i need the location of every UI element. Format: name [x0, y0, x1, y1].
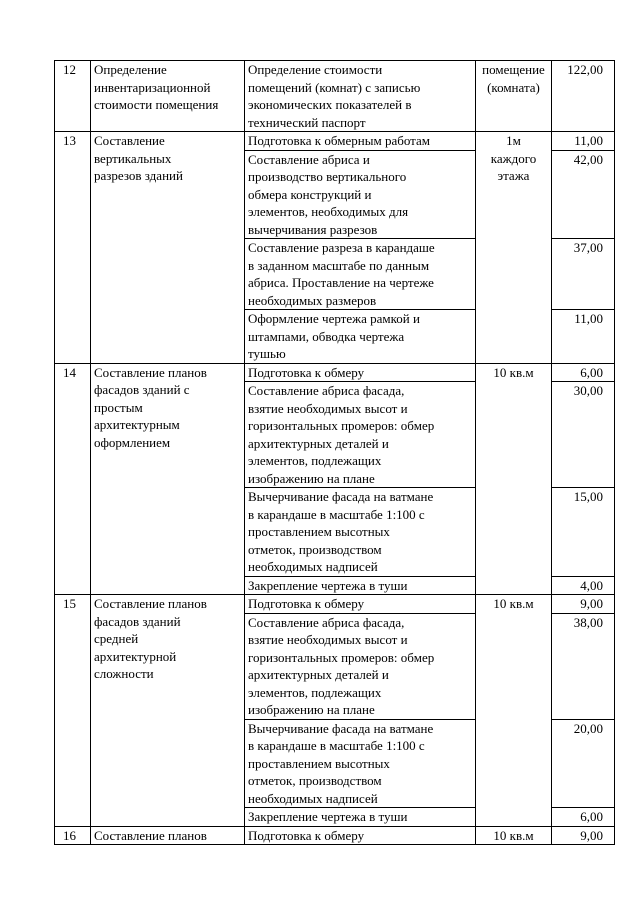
operation-description: Вычерчивание фасада на ватмане в карандаше в масштабе 1:100 с проставлением высотных отметок, производством необходимых надписей	[245, 488, 476, 577]
price-value: 20,00	[552, 719, 615, 808]
price-value: 4,00	[552, 576, 615, 595]
operation-description: Составление абриса фасада, взятие необходимых высот и горизонтальных промеров: обмер архитектурных деталей и элементов, подлежащих изображению на плане	[245, 382, 476, 488]
row-number: 14	[55, 363, 91, 595]
work-name: Составление вертикальных разрезов зданий	[91, 132, 245, 364]
work-name: Определение инвентаризационной стоимости помещения	[91, 61, 245, 132]
operation-description: Составление абриса и производство вертикального обмера конструкций и элементов, необходимых для вычерчивания разрезов	[245, 150, 476, 239]
price-value: 11,00	[552, 310, 615, 364]
operation-description: Закрепление чертежа в туши	[245, 808, 476, 827]
operation-description: Вычерчивание фасада на ватмане в карандаше в масштабе 1:100 с проставлением высотных отметок, производством необходимых надписей	[245, 719, 476, 808]
operation-description: Составление абриса фасада, взятие необходимых высот и горизонтальных промеров: обмер архитектурных деталей и элементов, подлежащих изображению на плане	[245, 613, 476, 719]
price-value: 15,00	[552, 488, 615, 577]
row-number: 12	[55, 61, 91, 132]
table-row	[55, 61, 615, 132]
price-value: 38,00	[552, 613, 615, 719]
work-name: Составление планов фасадов зданий средней архитектурной сложности	[91, 595, 245, 827]
price-value: 9,00	[552, 595, 615, 614]
row-number: 13	[55, 132, 91, 364]
table-row	[55, 132, 615, 151]
tariff-table	[54, 60, 615, 845]
operation-description: Оформление чертежа рамкой и штампами, обводка чертежа тушью	[245, 310, 476, 364]
tariff-table-body	[55, 61, 615, 845]
price-value: 9,00	[552, 826, 615, 845]
table-row	[55, 363, 615, 382]
operation-description: Закрепление чертежа в туши	[245, 576, 476, 595]
operation-description: Составление разреза в карандаше в заданном масштабе по данным абриса. Проставление на чертеже необходимых размеров	[245, 239, 476, 310]
operation-description: Подготовка к обмеру	[245, 826, 476, 845]
table-row	[55, 826, 615, 845]
row-number: 16	[55, 826, 91, 845]
unit-of-measure: помещение (комната)	[476, 61, 552, 132]
price-value: 37,00	[552, 239, 615, 310]
price-value: 6,00	[552, 363, 615, 382]
operation-description: Подготовка к обмеру	[245, 595, 476, 614]
unit-of-measure: 1м каждого этажа	[476, 132, 552, 364]
work-name: Составление планов	[91, 826, 245, 845]
operation-description: Определение стоимости помещений (комнат) с записью экономических показателей в технический паспорт	[245, 61, 476, 132]
work-name: Составление планов фасадов зданий с простым архитектурным оформлением	[91, 363, 245, 595]
unit-of-measure: 10 кв.м	[476, 595, 552, 827]
table-row	[55, 595, 615, 614]
price-value: 42,00	[552, 150, 615, 239]
unit-of-measure: 10 кв.м	[476, 826, 552, 845]
unit-of-measure: 10 кв.м	[476, 363, 552, 595]
operation-description: Подготовка к обмеру	[245, 363, 476, 382]
price-value: 11,00	[552, 132, 615, 151]
price-value: 122,00	[552, 61, 615, 132]
price-value: 30,00	[552, 382, 615, 488]
operation-description: Подготовка к обмерным работам	[245, 132, 476, 151]
row-number: 15	[55, 595, 91, 827]
price-value: 6,00	[552, 808, 615, 827]
